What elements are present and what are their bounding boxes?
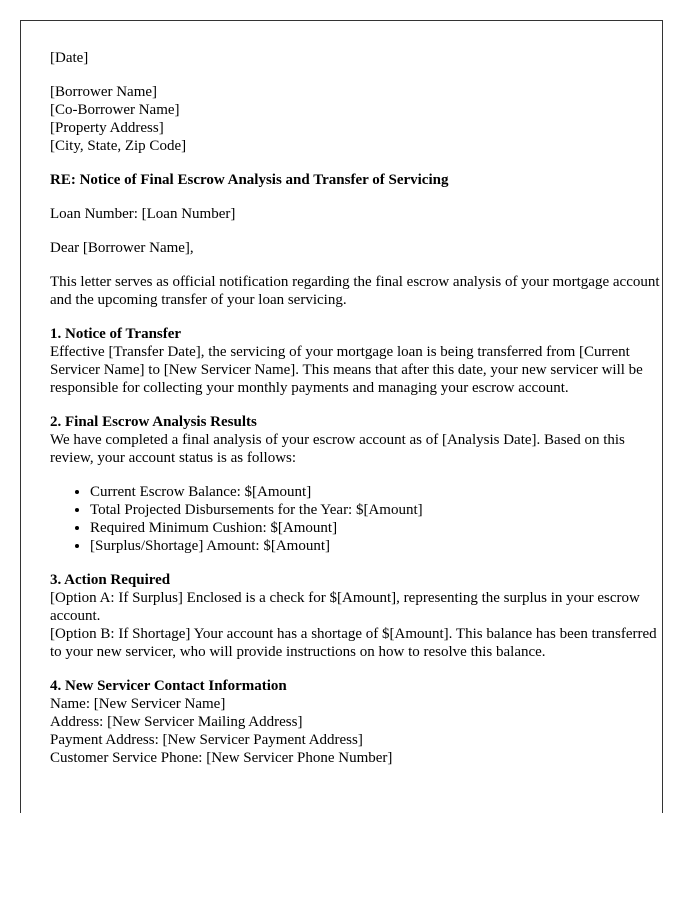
- list-item: • Current Escrow Balance: $[Amount]: [90, 483, 662, 501]
- section-heading: 3. Action Required: [50, 572, 171, 588]
- section-escrow-analysis: [50, 413, 662, 467]
- recipient-address: [50, 83, 662, 155]
- loan-number: Loan Number: [Loan Number]: [50, 206, 236, 222]
- letter-page: [20, 20, 663, 813]
- servicer-name: Name: [New Servicer Name]: [50, 696, 226, 712]
- borrower-name: [Borrower Name]: [50, 84, 158, 100]
- property-address: [Property Address]: [50, 120, 164, 136]
- intro-paragraph: This letter serves as official notification regarding the final escrow analysis of your mortgage account and the upcoming transfer of your loan servicing.: [50, 274, 660, 308]
- section-notice-of-transfer: [50, 325, 662, 397]
- section-heading: 4. New Servicer Contact Information: [50, 678, 287, 694]
- date: [Date]: [50, 50, 89, 66]
- section-body: Effective [Transfer Date], the servicing of your mortgage loan is being transferred from [Current Servicer Name] to [New Servicer Name]. This means that after this date, your new servicer will be responsible for collecting your monthly payments and managing your escrow account.: [50, 344, 643, 396]
- city-state-zip: [City, State, Zip Code]: [50, 138, 187, 154]
- list-item: • Required Minimum Cushion: $[Amount]: [90, 519, 662, 537]
- section-new-servicer-contact: [50, 677, 662, 767]
- escrow-results-list: [50, 483, 662, 555]
- salutation: Dear [Borrower Name],: [50, 240, 194, 256]
- option-a: [Option A: If Surplus] Enclosed is a check for $[Amount], representing the surplus in your escrow account.: [50, 590, 640, 624]
- option-b: [Option B: If Shortage] Your account has a shortage of $[Amount]. This balance has been transferred to your new servicer, who will provide instructions on how to resolve this balance.: [50, 626, 657, 660]
- subject-line: RE: Notice of Final Escrow Analysis and Transfer of Servicing: [50, 172, 449, 188]
- co-borrower-name: [Co-Borrower Name]: [50, 102, 180, 118]
- servicer-phone: Customer Service Phone: [New Servicer Phone Number]: [50, 750, 393, 766]
- section-body: We have completed a final analysis of your escrow account as of [Analysis Date]. Based on this review, your account status is as follows:: [50, 432, 625, 466]
- section-heading: 1. Notice of Transfer: [50, 326, 182, 342]
- section-heading: 2. Final Escrow Analysis Results: [50, 414, 257, 430]
- list-item: • Total Projected Disbursements for the Year: $[Amount]: [90, 501, 662, 519]
- section-action-required: [50, 571, 662, 661]
- list-item: • [Surplus/Shortage] Amount: $[Amount]: [90, 537, 662, 555]
- servicer-payment-address: Payment Address: [New Servicer Payment Address]: [50, 732, 363, 748]
- servicer-address: Address: [New Servicer Mailing Address]: [50, 714, 303, 730]
